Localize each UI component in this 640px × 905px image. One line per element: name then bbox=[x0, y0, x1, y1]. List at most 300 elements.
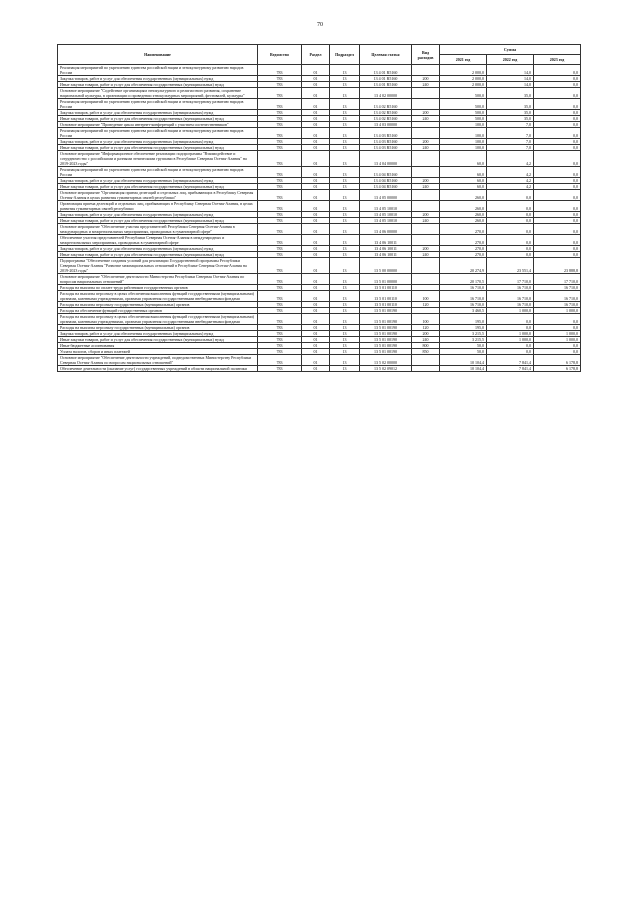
row-sum-2022: 17 710,0 bbox=[487, 274, 534, 285]
row-subsection: 13 bbox=[330, 325, 360, 331]
row-name: Иные закупки товаров, работ и услуг для обеспечения государственных (муниципальных) нужд bbox=[58, 82, 258, 88]
header-article: Целевая статья bbox=[360, 45, 412, 65]
row-sum-2022: 4,2 bbox=[487, 167, 534, 178]
row-sum-2022: 35,0 bbox=[487, 88, 534, 99]
row-ministry: 783 bbox=[258, 178, 302, 184]
row-name: Иные закупки товаров, работ и услуг для обеспечения государственных (муниципальных) нужд bbox=[58, 252, 258, 258]
row-section: 01 bbox=[302, 252, 330, 258]
row-ministry: 783 bbox=[258, 366, 302, 372]
row-ministry: 783 bbox=[258, 235, 302, 246]
row-article: 13 4 01 R5160 bbox=[360, 65, 412, 76]
row-name: Обеспечение деятельности (оказание услуг) государственных учреждений в области национальной политики bbox=[58, 366, 258, 372]
row-sum-2021: 500,0 bbox=[440, 99, 487, 110]
row-sum-2023: 0,0 bbox=[534, 252, 581, 258]
row-sum-2023: 0,0 bbox=[534, 76, 581, 82]
row-article: 13 4 04 00000 bbox=[360, 151, 412, 167]
row-sum-2021: 195,0 bbox=[440, 325, 487, 331]
row-sum-2021: 500,0 bbox=[440, 110, 487, 116]
row-sum-2022: 1 000,0 bbox=[487, 308, 534, 314]
row-name: Иные закупки товаров, работ и услуг для обеспечения государственных (муниципальных) нужд bbox=[58, 116, 258, 122]
row-section: 01 bbox=[302, 218, 330, 224]
row-article: 13 4 03 R5160 bbox=[360, 139, 412, 145]
row-article: 13 5 01 00110 bbox=[360, 302, 412, 308]
row-sum-2021: 100,0 bbox=[440, 145, 487, 151]
row-subsection: 13 bbox=[330, 349, 360, 355]
row-ministry: 783 bbox=[258, 314, 302, 325]
header-expense-type: Вид расходов bbox=[412, 45, 440, 65]
table-row bbox=[58, 355, 581, 366]
row-sum-2023: 0,0 bbox=[534, 99, 581, 110]
row-sum-2023: 0,0 bbox=[534, 325, 581, 331]
row-sum-2022: 7,0 bbox=[487, 145, 534, 151]
row-name: Иные закупки товаров, работ и услуг для обеспечения государственных (муниципальных) нужд bbox=[58, 145, 258, 151]
row-expense-type: 200 bbox=[412, 139, 440, 145]
row-section: 01 bbox=[302, 201, 330, 212]
table-body bbox=[58, 65, 581, 372]
row-name: Реализация мероприятий по укреплению единства российской нации и этнокультурному развитию народов России bbox=[58, 128, 258, 139]
row-section: 01 bbox=[302, 285, 330, 291]
row-expense-type: 240 bbox=[412, 252, 440, 258]
row-subsection: 13 bbox=[330, 218, 360, 224]
row-subsection: 13 bbox=[330, 76, 360, 82]
row-sum-2023: 0,0 bbox=[534, 343, 581, 349]
row-name: Закупка товаров, работ и услуг для обеспечения государственных (муниципальных) нужд bbox=[58, 178, 258, 184]
row-name: Реализация мероприятий по укреплению единства российской нации и этнокультурному развитию народов России bbox=[58, 99, 258, 110]
row-sum-2022: 35,0 bbox=[487, 110, 534, 116]
row-name: Расходы на выплаты персоналу в целях обеспечения выполнения функций государственными (муниципальными) органами, казенными учреждениями, органами управления государственными внебюджетными фондами bbox=[58, 314, 258, 325]
row-section: 01 bbox=[302, 314, 330, 325]
row-subsection: 13 bbox=[330, 145, 360, 151]
row-article: 13 4 06 00000 bbox=[360, 224, 412, 235]
table-row bbox=[58, 291, 581, 302]
row-name: Подпрограмма "Обеспечение создания условий для реализации Государственной программы Республики Северная Осетия-Алания "Развитие межнациональных отношений в Республике Северная Осетия-Алания на 2019-2023 годы" bbox=[58, 258, 258, 274]
row-sum-2022: 7,0 bbox=[487, 122, 534, 128]
row-name: Закупка товаров, работ и услуг для обеспечения государственных (муниципальных) нужд bbox=[58, 246, 258, 252]
row-section: 01 bbox=[302, 122, 330, 128]
row-subsection: 13 bbox=[330, 224, 360, 235]
row-sum-2022: 14,0 bbox=[487, 65, 534, 76]
row-sum-2021: 50,0 bbox=[440, 349, 487, 355]
row-ministry: 783 bbox=[258, 337, 302, 343]
row-expense-type: 850 bbox=[412, 349, 440, 355]
row-sum-2022: 1 000,0 bbox=[487, 337, 534, 343]
row-sum-2022: 16 710,0 bbox=[487, 302, 534, 308]
row-sum-2022: 0,0 bbox=[487, 246, 534, 252]
row-sum-2021: 260,0 bbox=[440, 212, 487, 218]
row-ministry: 783 bbox=[258, 355, 302, 366]
row-subsection: 13 bbox=[330, 184, 360, 190]
row-section: 01 bbox=[302, 212, 330, 218]
row-section: 01 bbox=[302, 184, 330, 190]
row-article: 13 5 01 00110 bbox=[360, 285, 412, 291]
row-sum-2021: 100,0 bbox=[440, 122, 487, 128]
row-subsection: 13 bbox=[330, 246, 360, 252]
row-name: Основное мероприятие "Содействие организациям этнокультурного и религиозного развития, сохранение национальной культуры, в организации и проведении этнокультурных мероприятий, фестивалей, культуры" bbox=[58, 88, 258, 99]
row-ministry: 783 bbox=[258, 76, 302, 82]
row-ministry: 783 bbox=[258, 190, 302, 201]
row-name: Расходы на обеспечение функций государственных органов bbox=[58, 308, 258, 314]
row-sum-2021: 195,0 bbox=[440, 314, 487, 325]
row-sum-2023: 0,0 bbox=[534, 110, 581, 116]
row-subsection: 13 bbox=[330, 291, 360, 302]
row-subsection: 13 bbox=[330, 167, 360, 178]
row-sum-2023: 16 710,0 bbox=[534, 302, 581, 308]
row-sum-2021: 60,0 bbox=[440, 184, 487, 190]
row-subsection: 13 bbox=[330, 355, 360, 366]
row-expense-type: 240 bbox=[412, 337, 440, 343]
row-article: 13 5 01 00190 bbox=[360, 331, 412, 337]
row-article: 13 5 01 00190 bbox=[360, 325, 412, 331]
row-sum-2023: 0,0 bbox=[534, 88, 581, 99]
row-ministry: 783 bbox=[258, 258, 302, 274]
row-sum-2023: 0,0 bbox=[534, 235, 581, 246]
row-article: 13 4 03 R5160 bbox=[360, 128, 412, 139]
row-section: 01 bbox=[302, 116, 330, 122]
row-name: Расходы на выплаты по оплате труда работников государственных органов bbox=[58, 285, 258, 291]
row-article: 13 5 01 00190 bbox=[360, 349, 412, 355]
row-article: 13 4 03 00000 bbox=[360, 122, 412, 128]
row-name: Обеспечение участия представителей Республики Северная Осетия-Алания в международных и межрегиональных мероприятиях, проводимых в гуманитарной сфере bbox=[58, 235, 258, 246]
row-ministry: 783 bbox=[258, 151, 302, 167]
row-name: Основное мероприятие "Обеспечение деятельности Министерства Республики Северная Осетия-Алания по вопросам национальных отношений" bbox=[58, 274, 258, 285]
table-row bbox=[58, 88, 581, 99]
header-year-2021: 2021 год bbox=[440, 55, 487, 65]
row-section: 01 bbox=[302, 331, 330, 337]
row-sum-2021: 16 710,0 bbox=[440, 291, 487, 302]
row-name: Иные бюджетные ассигнования bbox=[58, 343, 258, 349]
row-expense-type: 200 bbox=[412, 110, 440, 116]
row-subsection: 13 bbox=[330, 274, 360, 285]
row-section: 01 bbox=[302, 88, 330, 99]
row-section: 01 bbox=[302, 308, 330, 314]
row-subsection: 13 bbox=[330, 82, 360, 88]
row-name: Реализация мероприятий по укреплению единства российской нации и этнокультурному развитию народов России bbox=[58, 65, 258, 76]
row-ministry: 783 bbox=[258, 99, 302, 110]
row-expense-type: 240 bbox=[412, 116, 440, 122]
row-ministry: 783 bbox=[258, 145, 302, 151]
row-subsection: 13 bbox=[330, 151, 360, 167]
row-article: 13 4 04 R5160 bbox=[360, 178, 412, 184]
row-sum-2022: 0,0 bbox=[487, 325, 534, 331]
table-row bbox=[58, 99, 581, 110]
row-name: Основное мероприятие "Организация приема делегаций и отдельных лиц, прибывающих в Республику Северная Осетия-Алания в целях развития гуманитарных связей республики" bbox=[58, 190, 258, 201]
row-sum-2023: 0,0 bbox=[534, 122, 581, 128]
row-sum-2023: 1 000,0 bbox=[534, 337, 581, 343]
row-sum-2022: 35,0 bbox=[487, 99, 534, 110]
row-ministry: 783 bbox=[258, 331, 302, 337]
row-expense-type bbox=[412, 99, 440, 110]
row-subsection: 13 bbox=[330, 116, 360, 122]
row-article: 13 5 01 00000 bbox=[360, 274, 412, 285]
row-name: Основное мероприятие "Информационное обеспечение реализации подпрограммы "Взаимодействие и сотрудничество с российскими и разными этническими группами в Республике Северная Осетия-Алания" на 2019-2023 годы" bbox=[58, 151, 258, 167]
row-sum-2022: 4,2 bbox=[487, 178, 534, 184]
row-sum-2022: 0,0 bbox=[487, 224, 534, 235]
row-section: 01 bbox=[302, 349, 330, 355]
row-sum-2023: 0,0 bbox=[534, 145, 581, 151]
row-sum-2022: 0,0 bbox=[487, 235, 534, 246]
row-expense-type: 200 bbox=[412, 76, 440, 82]
row-sum-2021: 500,0 bbox=[440, 116, 487, 122]
row-sum-2023: 0,0 bbox=[534, 190, 581, 201]
table-row bbox=[58, 190, 581, 201]
row-sum-2023: 0,0 bbox=[534, 218, 581, 224]
row-section: 01 bbox=[302, 82, 330, 88]
row-section: 01 bbox=[302, 65, 330, 76]
row-expense-type bbox=[412, 128, 440, 139]
row-expense-type bbox=[412, 355, 440, 366]
row-subsection: 13 bbox=[330, 190, 360, 201]
row-sum-2023: 0,0 bbox=[534, 178, 581, 184]
row-article: 13 5 02 00000 bbox=[360, 355, 412, 366]
row-article: 13 4 02 R5160 bbox=[360, 110, 412, 116]
row-expense-type: 200 bbox=[412, 212, 440, 218]
row-section: 01 bbox=[302, 366, 330, 372]
row-ministry: 783 bbox=[258, 343, 302, 349]
row-sum-2022: 0,0 bbox=[487, 190, 534, 201]
header-section: Раздел bbox=[302, 45, 330, 65]
row-article: 13 5 01 00190 bbox=[360, 337, 412, 343]
row-subsection: 13 bbox=[330, 258, 360, 274]
row-sum-2023: 0,0 bbox=[534, 116, 581, 122]
row-sum-2023: 0,0 bbox=[534, 167, 581, 178]
table-row bbox=[58, 65, 581, 76]
row-section: 01 bbox=[302, 355, 330, 366]
row-article: 13 4 06 10011 bbox=[360, 235, 412, 246]
row-sum-2021: 100,0 bbox=[440, 139, 487, 145]
row-sum-2023: 0,0 bbox=[534, 246, 581, 252]
table-row bbox=[58, 314, 581, 325]
row-sum-2021: 260,0 bbox=[440, 201, 487, 212]
row-name: Иные закупки товаров, работ и услуг для обеспечения государственных (муниципальных) нужд bbox=[58, 218, 258, 224]
budget-table bbox=[57, 44, 581, 372]
table-row bbox=[58, 274, 581, 285]
row-subsection: 13 bbox=[330, 110, 360, 116]
row-subsection: 13 bbox=[330, 201, 360, 212]
table-row bbox=[58, 258, 581, 274]
row-sum-2022: 4,2 bbox=[487, 184, 534, 190]
row-ministry: 783 bbox=[258, 82, 302, 88]
row-article: 13 4 05 00000 bbox=[360, 190, 412, 201]
row-sum-2021: 260,0 bbox=[440, 218, 487, 224]
row-expense-type bbox=[412, 190, 440, 201]
row-sum-2021: 16 710,0 bbox=[440, 302, 487, 308]
row-subsection: 13 bbox=[330, 139, 360, 145]
table-row bbox=[58, 128, 581, 139]
row-expense-type: 240 bbox=[412, 145, 440, 151]
row-subsection: 13 bbox=[330, 128, 360, 139]
row-ministry: 783 bbox=[258, 65, 302, 76]
row-section: 01 bbox=[302, 246, 330, 252]
row-section: 01 bbox=[302, 302, 330, 308]
row-sum-2023: 0,0 bbox=[534, 139, 581, 145]
row-section: 01 bbox=[302, 337, 330, 343]
row-sum-2023: 1 000,0 bbox=[534, 331, 581, 337]
row-article: 13 4 02 00000 bbox=[360, 88, 412, 99]
row-sum-2022: 0,0 bbox=[487, 218, 534, 224]
row-name: Закупка товаров, работ и услуг для обеспечения государственных (муниципальных) нужд bbox=[58, 76, 258, 82]
row-sum-2021: 270,0 bbox=[440, 224, 487, 235]
row-sum-2022: 4,2 bbox=[487, 151, 534, 167]
row-ministry: 783 bbox=[258, 302, 302, 308]
row-sum-2023: 0,0 bbox=[534, 65, 581, 76]
row-subsection: 13 bbox=[330, 65, 360, 76]
row-ministry: 783 bbox=[258, 110, 302, 116]
row-name: Закупка товаров, работ и услуг для обеспечения государственных (муниципальных) нужд bbox=[58, 110, 258, 116]
row-subsection: 13 bbox=[330, 178, 360, 184]
row-sum-2023: 17 710,0 bbox=[534, 274, 581, 285]
row-sum-2022: 23 551,4 bbox=[487, 258, 534, 274]
page-number: 70 bbox=[317, 22, 323, 28]
row-name: Основное мероприятие "Обеспечение деятельности учреждений, подведомственных Министерству Республики Северная Осетия-Алания по вопросам национальных отношений" bbox=[58, 355, 258, 366]
row-section: 01 bbox=[302, 145, 330, 151]
header-name: Наименование bbox=[58, 45, 258, 65]
row-sum-2023: 0,0 bbox=[534, 82, 581, 88]
row-subsection: 13 bbox=[330, 252, 360, 258]
row-sum-2023: 0,0 bbox=[534, 224, 581, 235]
row-ministry: 783 bbox=[258, 218, 302, 224]
row-expense-type: 200 bbox=[412, 246, 440, 252]
row-expense-type bbox=[412, 167, 440, 178]
row-name: Расходы на выплаты персоналу в целях обеспечения выполнения функций государственными (муниципальными) органами, казенными учреждениями, органами управления государственными внебюджетными фондами bbox=[58, 291, 258, 302]
row-sum-2023: 23 888,8 bbox=[534, 258, 581, 274]
row-sum-2022: 1 000,0 bbox=[487, 331, 534, 337]
row-expense-type bbox=[412, 274, 440, 285]
row-sum-2021: 60,0 bbox=[440, 151, 487, 167]
row-expense-type bbox=[412, 258, 440, 274]
row-article: 13 4 04 R5160 bbox=[360, 167, 412, 178]
row-sum-2021: 2 000,0 bbox=[440, 76, 487, 82]
row-expense-type: 200 bbox=[412, 178, 440, 184]
row-subsection: 13 bbox=[330, 337, 360, 343]
row-ministry: 783 bbox=[258, 212, 302, 218]
row-sum-2022: 7 841,4 bbox=[487, 366, 534, 372]
row-name: Иные закупки товаров, работ и услуг для обеспечения государственных (муниципальных) нужд bbox=[58, 337, 258, 343]
row-article: 13 4 06 10011 bbox=[360, 252, 412, 258]
row-section: 01 bbox=[302, 235, 330, 246]
row-expense-type: 120 bbox=[412, 325, 440, 331]
row-ministry: 783 bbox=[258, 88, 302, 99]
row-sum-2021: 2 000,0 bbox=[440, 65, 487, 76]
row-sum-2023: 1 000,0 bbox=[534, 308, 581, 314]
row-sum-2023: 0,0 bbox=[534, 151, 581, 167]
row-sum-2021: 270,0 bbox=[440, 246, 487, 252]
header-year-2023: 2023 год bbox=[534, 55, 581, 65]
row-name: Закупка товаров, работ и услуг для обеспечения государственных (муниципальных) нужд bbox=[58, 331, 258, 337]
row-name: Расходы на выплаты персоналу государственных (муниципальных) органов bbox=[58, 302, 258, 308]
row-expense-type bbox=[412, 224, 440, 235]
row-name: Основное мероприятие "Проведение цикла интернет-конференций с участием соотечественников" bbox=[58, 122, 258, 128]
row-subsection: 13 bbox=[330, 331, 360, 337]
row-sum-2022: 0,0 bbox=[487, 252, 534, 258]
row-sum-2021: 2 000,0 bbox=[440, 82, 487, 88]
row-sum-2022: 0,0 bbox=[487, 314, 534, 325]
row-subsection: 13 bbox=[330, 314, 360, 325]
row-section: 01 bbox=[302, 274, 330, 285]
row-sum-2023: 0,0 bbox=[534, 212, 581, 218]
row-sum-2021: 20 170,5 bbox=[440, 274, 487, 285]
row-article: 13 5 02 09012 bbox=[360, 366, 412, 372]
row-section: 01 bbox=[302, 99, 330, 110]
row-sum-2021: 50,0 bbox=[440, 343, 487, 349]
row-sum-2021: 10 104,4 bbox=[440, 366, 487, 372]
row-sum-2021: 100,0 bbox=[440, 128, 487, 139]
row-sum-2023: 16 710,0 bbox=[534, 285, 581, 291]
row-expense-type: 240 bbox=[412, 184, 440, 190]
row-article: 13 4 02 R5160 bbox=[360, 116, 412, 122]
row-sum-2022: 14,0 bbox=[487, 76, 534, 82]
table-row bbox=[58, 167, 581, 178]
row-name: Иные закупки товаров, работ и услуг для обеспечения государственных (муниципальных) нужд bbox=[58, 184, 258, 190]
row-article: 13 4 06 10011 bbox=[360, 246, 412, 252]
row-subsection: 13 bbox=[330, 308, 360, 314]
row-sum-2021: 60,0 bbox=[440, 167, 487, 178]
row-sum-2022: 0,0 bbox=[487, 201, 534, 212]
row-section: 01 bbox=[302, 76, 330, 82]
row-section: 01 bbox=[302, 110, 330, 116]
row-expense-type bbox=[412, 88, 440, 99]
row-article: 13 4 05 10010 bbox=[360, 212, 412, 218]
row-expense-type: 200 bbox=[412, 331, 440, 337]
row-subsection: 13 bbox=[330, 285, 360, 291]
row-ministry: 783 bbox=[258, 308, 302, 314]
header-ministry: Ведомство bbox=[258, 45, 302, 65]
row-ministry: 783 bbox=[258, 285, 302, 291]
row-article: 13 4 01 R5160 bbox=[360, 82, 412, 88]
row-sum-2022: 0,0 bbox=[487, 343, 534, 349]
row-ministry: 783 bbox=[258, 246, 302, 252]
row-expense-type: 800 bbox=[412, 343, 440, 349]
table-row bbox=[58, 235, 581, 246]
row-section: 01 bbox=[302, 224, 330, 235]
row-section: 01 bbox=[302, 343, 330, 349]
row-article: 13 4 02 R5160 bbox=[360, 99, 412, 110]
row-sum-2022: 7,0 bbox=[487, 128, 534, 139]
row-ministry: 783 bbox=[258, 184, 302, 190]
row-section: 01 bbox=[302, 178, 330, 184]
row-sum-2022: 35,0 bbox=[487, 116, 534, 122]
row-sum-2023: 0,0 bbox=[534, 128, 581, 139]
row-expense-type: 120 bbox=[412, 302, 440, 308]
row-article: 13 5 01 00190 bbox=[360, 308, 412, 314]
row-article: 13 5 00 00000 bbox=[360, 258, 412, 274]
row-sum-2021: 270,0 bbox=[440, 252, 487, 258]
row-sum-2023: 6 178,8 bbox=[534, 366, 581, 372]
table-row bbox=[58, 366, 581, 372]
row-section: 01 bbox=[302, 139, 330, 145]
row-expense-type: 240 bbox=[412, 218, 440, 224]
row-sum-2023: 0,0 bbox=[534, 314, 581, 325]
header-sum: Сумма bbox=[440, 45, 581, 55]
row-sum-2022: 7,0 bbox=[487, 139, 534, 145]
row-article: 13 4 03 R5160 bbox=[360, 145, 412, 151]
row-subsection: 13 bbox=[330, 212, 360, 218]
row-sum-2021: 500,0 bbox=[440, 88, 487, 99]
row-ministry: 783 bbox=[258, 116, 302, 122]
row-name: Уплата налогов, сборов и иных платежей bbox=[58, 349, 258, 355]
row-section: 01 bbox=[302, 151, 330, 167]
row-ministry: 783 bbox=[258, 274, 302, 285]
row-ministry: 783 bbox=[258, 349, 302, 355]
row-sum-2023: 6 178,8 bbox=[534, 355, 581, 366]
row-expense-type bbox=[412, 65, 440, 76]
row-sum-2021: 20 274,9 bbox=[440, 258, 487, 274]
row-sum-2022: 0,0 bbox=[487, 349, 534, 355]
row-name: Организация приема делегаций и отдельных лиц, прибывающих в Республику Северная Осетия-Алания, в целях развития гуманитарных связей республики bbox=[58, 201, 258, 212]
row-name: Расходы на выплаты персоналу государственных (муниципальных) органов bbox=[58, 325, 258, 331]
row-sum-2021: 60,0 bbox=[440, 178, 487, 184]
row-section: 01 bbox=[302, 291, 330, 302]
row-sum-2022: 0,0 bbox=[487, 212, 534, 218]
